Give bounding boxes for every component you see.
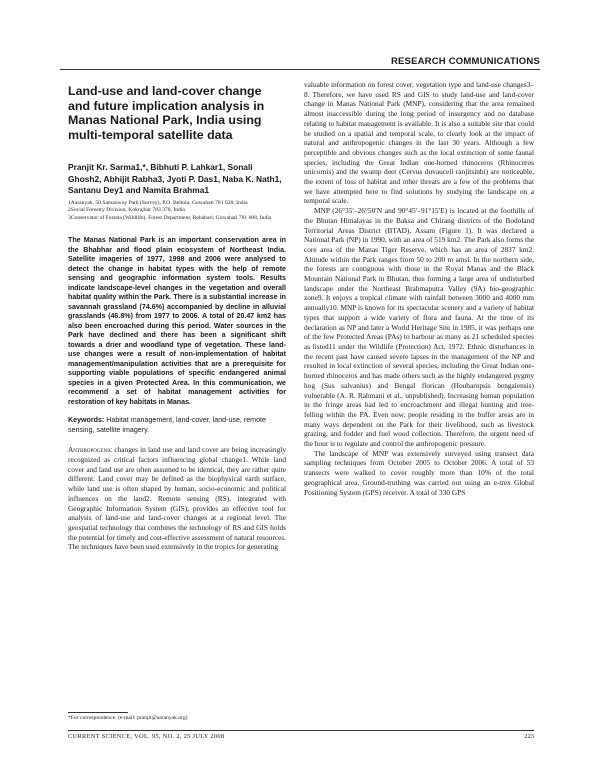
article-title: Land-use and land-cover change and future implication analysis in Manas National Park, India using multi-temporal satellite data: [68, 84, 265, 142]
correspondence-footnote: *For correspondence. (e-mail: pranjit@aaranyak.org): [68, 715, 188, 721]
left-column: [68, 84, 286, 552]
abstract: The Manas National Park is an important conservation area in the Bhabhar and flood plain ecosystem of Northeast India. Satellite imageries of 1977, 1998 and 2006 were analysed to detect the change in habitat types with the help of remote sensing and geographic information system tools. Results indicate landscape-level changes in the vegetation and overall habitat quality within the Park. There is a substantial increase in savannah grassland (74.6%) accompanied by decline in alluvial grasslands (46.8%) from 1977 to 2006. A total of 20.47 km2 has also been encroached during this period. Water sources in the Park have declined and there has been a significant shift towards a drier and woodland type of vegetation. These land-use changes were a result of non-implementation of habitat management/manipulation activities that are a prerequisite for supporting viable populations of specific endangered animal species in a given Protected Area. In this communication, we recommend a set of habitat management activities for restoration of key habitats in Manas.: [68, 236, 286, 406]
keywords: [68, 416, 286, 435]
section-header: RESEARCH COMMUNICATIONS: [60, 56, 540, 70]
affiliations: [68, 200, 286, 223]
affiliation-1: 1Aaranyak, 50 Samanwoy Path (Survey), P.O. Beltola, Guwahati 781 028, India: [68, 199, 248, 206]
right-column: [304, 80, 534, 497]
intro-text: changes in land use and land cover are being increasingly recognized as critical factors influencing global change1. While land cover and land use are often assumed to be identical, they are rather quite different. Land cover may be defined as the biophysical earth surface, while land use is often shaped by human, socio-economic and political influences on the land2. Remote sensing (RS), integrated with Geographic Information System (GIS), provides an effective tool for analysis of land-use and land-cover changes at a regional level. The geospatial technology that combines the technology of RS and GIS holds the potential for timely and cost-effective assessment of natural resources. The techniques have been used extensively in the tropics for generating: [68, 445, 286, 552]
author-list: Pranjit Kr. Sarma1,*, Bibhuti P. Lahkar1, Sonali Ghosh2, Abhijit Rabha3, Jyoti P. Das1, Naba K. Nath1, Santanu Dey1 and Namita Brahma1: [68, 162, 282, 195]
footer-rule: [68, 730, 534, 731]
page-number: 223: [524, 733, 534, 740]
affiliation-3: 3Conservator of Forests (Wildlife), Forest Department, Rehabari, Guwahati 781 008, India: [68, 214, 272, 221]
body-paragraph-3: The landscape of MNP was extensively surveyed using transect data sampling techniques from October 2005 to October 2006. A total of 53 transects were walked to cover roughly more than 10% of the total geographical area. Ground-truthing was carried out using an e-trex Global Positioning System (GPS) receiver. A total of 330 GPS: [304, 448, 534, 497]
keywords-list: Habitat management, land-cover, land-use, remote sensing, satellite imagery.: [68, 416, 266, 434]
keywords-label: Keywords:: [68, 416, 105, 425]
intro-paragraph: [68, 445, 286, 552]
affiliation-2: 2Social Forestry Division, Kokrajhar 783 370, India: [68, 207, 185, 214]
journal-citation: CURRENT SCIENCE, VOL. 95, NO. 2, 25 JULY 2008: [68, 733, 225, 740]
body-paragraph-2: MNP (26°35′–26°50′N and 90°45′–91°15′E) is located at the foothills of the Bhutan Himalayas in the Baksa and Chirang districts of the Bodoland Territorial Areas District (BTAD), Assam (Figure 1). It was declared a National Park (NP) in 1990, with an area of 519 km2. The Park also forms the core area of the Manas Tiger Reserve, which has an area of 2837 km2. Altitude within the Park ranges from 50 to 200 m amsl. In the northern side, the forests are contiguous with those in the Royal Manas and the Black Mountain National Park in Bhutan, thus forming a large area of undisturbed landscape under the Northeast Brahmaputra Valley (9A) bio-geographic zone9. It enjoys a tropical climate with rainfall between 3000 and 4000 mm annually10. MNP is known for its spectacular scenery and a variety of habitat types that support a wide variety of flora and fauna. At the time of its declaration as NP and later a World Heritage Site in 1985, it was perhaps one of the few Protected Areas (PAs) to harbour as many as 21 scheduled species as listed11 under the Wildlife (Protection) Act, 1972. Ethnic disturbances in the recent past have caused severe lapses in the management of the NP and resulted in local extinction of several species, including the Great Indian one-horned rhinoceros and has made others such as the highly endangered pygmy hog (Sus salvanius) and Bengal florican (Houbaropsis bengalensis) vulnerable (A. R. Rahmani et al., unpublished). Increasing human population in the fringe areas had led to encroachment and illegal hunting and tree-felling within the PA. Even now, people residing in the buffer areas are in many ways dependent on the Park for their livelihood, such as livestock grazing, and fodder and fuel wood collection. Therefore, the urgent need of the hour is to regulate and control the anthropogenic pressure.: [304, 206, 534, 449]
footnote-rule: [68, 712, 128, 713]
body-paragraph-1: valuable information on forest cover, vegetation type and land-use changes3–8. Therefore, we have used RS and GIS to study land-use and land-cover change in Manas National Park (MNP), considering that the area remained almost inaccessible during the long period of insurgency and no database relating to habitat management is available. It is also a suitable site that could be studied on a spatial and temporal scale, to clearly look at the impact of natural and anthropogenic changes in the last 30 years. Although a few perceptible and obvious changes such as the local extinction of some faunal species, including the Great Indian one-horned rhinoceros (Rhinoceros unicornis) and the swamp deer (Cervus duvauceli ranjitsinhi) are noticeable, the extent of loss of habitat and other threats are a few of the problems that we have attempted here to find solutions by studying the landscape on a temporal scale.: [304, 80, 534, 206]
intro-lead-word: Anthropogenic: [68, 445, 113, 455]
